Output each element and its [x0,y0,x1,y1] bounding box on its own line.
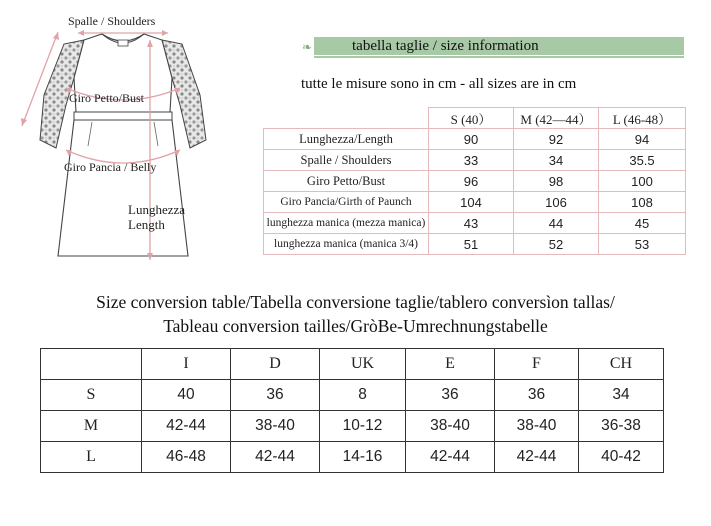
row-size-label: M [41,411,142,442]
table-cell: 38-40 [406,411,495,442]
conversion-table [40,348,664,473]
conversion-corner [41,349,142,380]
table-cell: 10-12 [320,411,406,442]
table-cell: 35.5 [599,150,686,171]
row-label: lunghezza manica (manica 3/4) [264,234,429,255]
row-label: Giro Petto/Bust [264,171,429,192]
table-cell: 53 [599,234,686,255]
leaf-icon: ❧ [302,40,313,54]
table-cell: 43 [429,213,514,234]
table-cell: 38-40 [231,411,320,442]
conversion-header-row [41,349,664,380]
col-header-e: E [406,349,495,380]
col-header-f: F [495,349,579,380]
header-underline [314,56,684,58]
table-row [264,234,686,255]
row-label: lunghezza manica (mezza manica) [264,213,429,234]
size-table-header-row [264,108,686,129]
col-header-d: D [231,349,320,380]
header-title: tabella taglie / size information [352,38,539,54]
units-note: tutte le misure sono in cm - all sizes are in cm [301,76,577,92]
table-row [264,129,686,150]
table-cell: 8 [320,380,406,411]
table-cell: 40 [142,380,231,411]
size-col-m: M (42—44） [514,108,599,129]
label-bust: Giro Petto/Bust [69,91,145,105]
conversion-title [0,290,711,338]
table-cell: 104 [429,192,514,213]
dress-skirt [58,120,188,256]
dress-diagram [0,0,260,280]
table-cell: 42-44 [231,442,320,473]
table-cell: 34 [514,150,599,171]
table-row [41,411,664,442]
table-cell: 106 [514,192,599,213]
table-cell: 36-38 [579,411,664,442]
table-cell: 98 [514,171,599,192]
row-size-label: L [41,442,142,473]
size-info-header [300,37,684,61]
label-length-1: Lunghezza [128,202,186,217]
table-cell: 42-44 [406,442,495,473]
row-label: Spalle / Shoulders [264,150,429,171]
table-cell: 42-44 [495,442,579,473]
table-cell: 90 [429,129,514,150]
table-cell: 36 [495,380,579,411]
table-row [41,380,664,411]
table-cell: 33 [429,150,514,171]
table-row [264,171,686,192]
row-size-label: S [41,380,142,411]
col-header-i: I [142,349,231,380]
table-cell: 51 [429,234,514,255]
label-length-2: Length [128,217,165,232]
table-row [264,213,686,234]
table-cell: 14-16 [320,442,406,473]
table-cell: 96 [429,171,514,192]
table-cell: 45 [599,213,686,234]
table-cell: 34 [579,380,664,411]
table-cell: 52 [514,234,599,255]
col-header-ch: CH [579,349,664,380]
table-cell: 40-42 [579,442,664,473]
row-label: Giro Pancia/Girth of Paunch [264,192,429,213]
table-cell: 36 [231,380,320,411]
size-table-corner [264,108,429,129]
col-header-uk: UK [320,349,406,380]
label-belly: Giro Pancia / Belly [64,160,157,174]
row-label: Lunghezza/Length [264,129,429,150]
table-cell: 94 [599,129,686,150]
size-col-l: L (46-48） [599,108,686,129]
table-cell: 92 [514,129,599,150]
table-row [41,442,664,473]
label-shoulders: Spalle / Shoulders [68,14,156,28]
table-cell: 46-48 [142,442,231,473]
table-cell: 36 [406,380,495,411]
table-cell: 44 [514,213,599,234]
size-col-s: S (40） [429,108,514,129]
conversion-title-line-1: Size conversion table/Tabella conversione taglie/tablero conversìon tallas/ [96,292,615,312]
waist-band [74,112,172,120]
table-cell: 100 [599,171,686,192]
table-cell: 42-44 [142,411,231,442]
size-info-table [263,107,686,255]
table-cell: 38-40 [495,411,579,442]
table-row [264,150,686,171]
conversion-title-line-2: Tableau conversion tailles/GròBe-Umrechnungstabelle [163,316,548,336]
table-cell: 108 [599,192,686,213]
table-row [264,192,686,213]
